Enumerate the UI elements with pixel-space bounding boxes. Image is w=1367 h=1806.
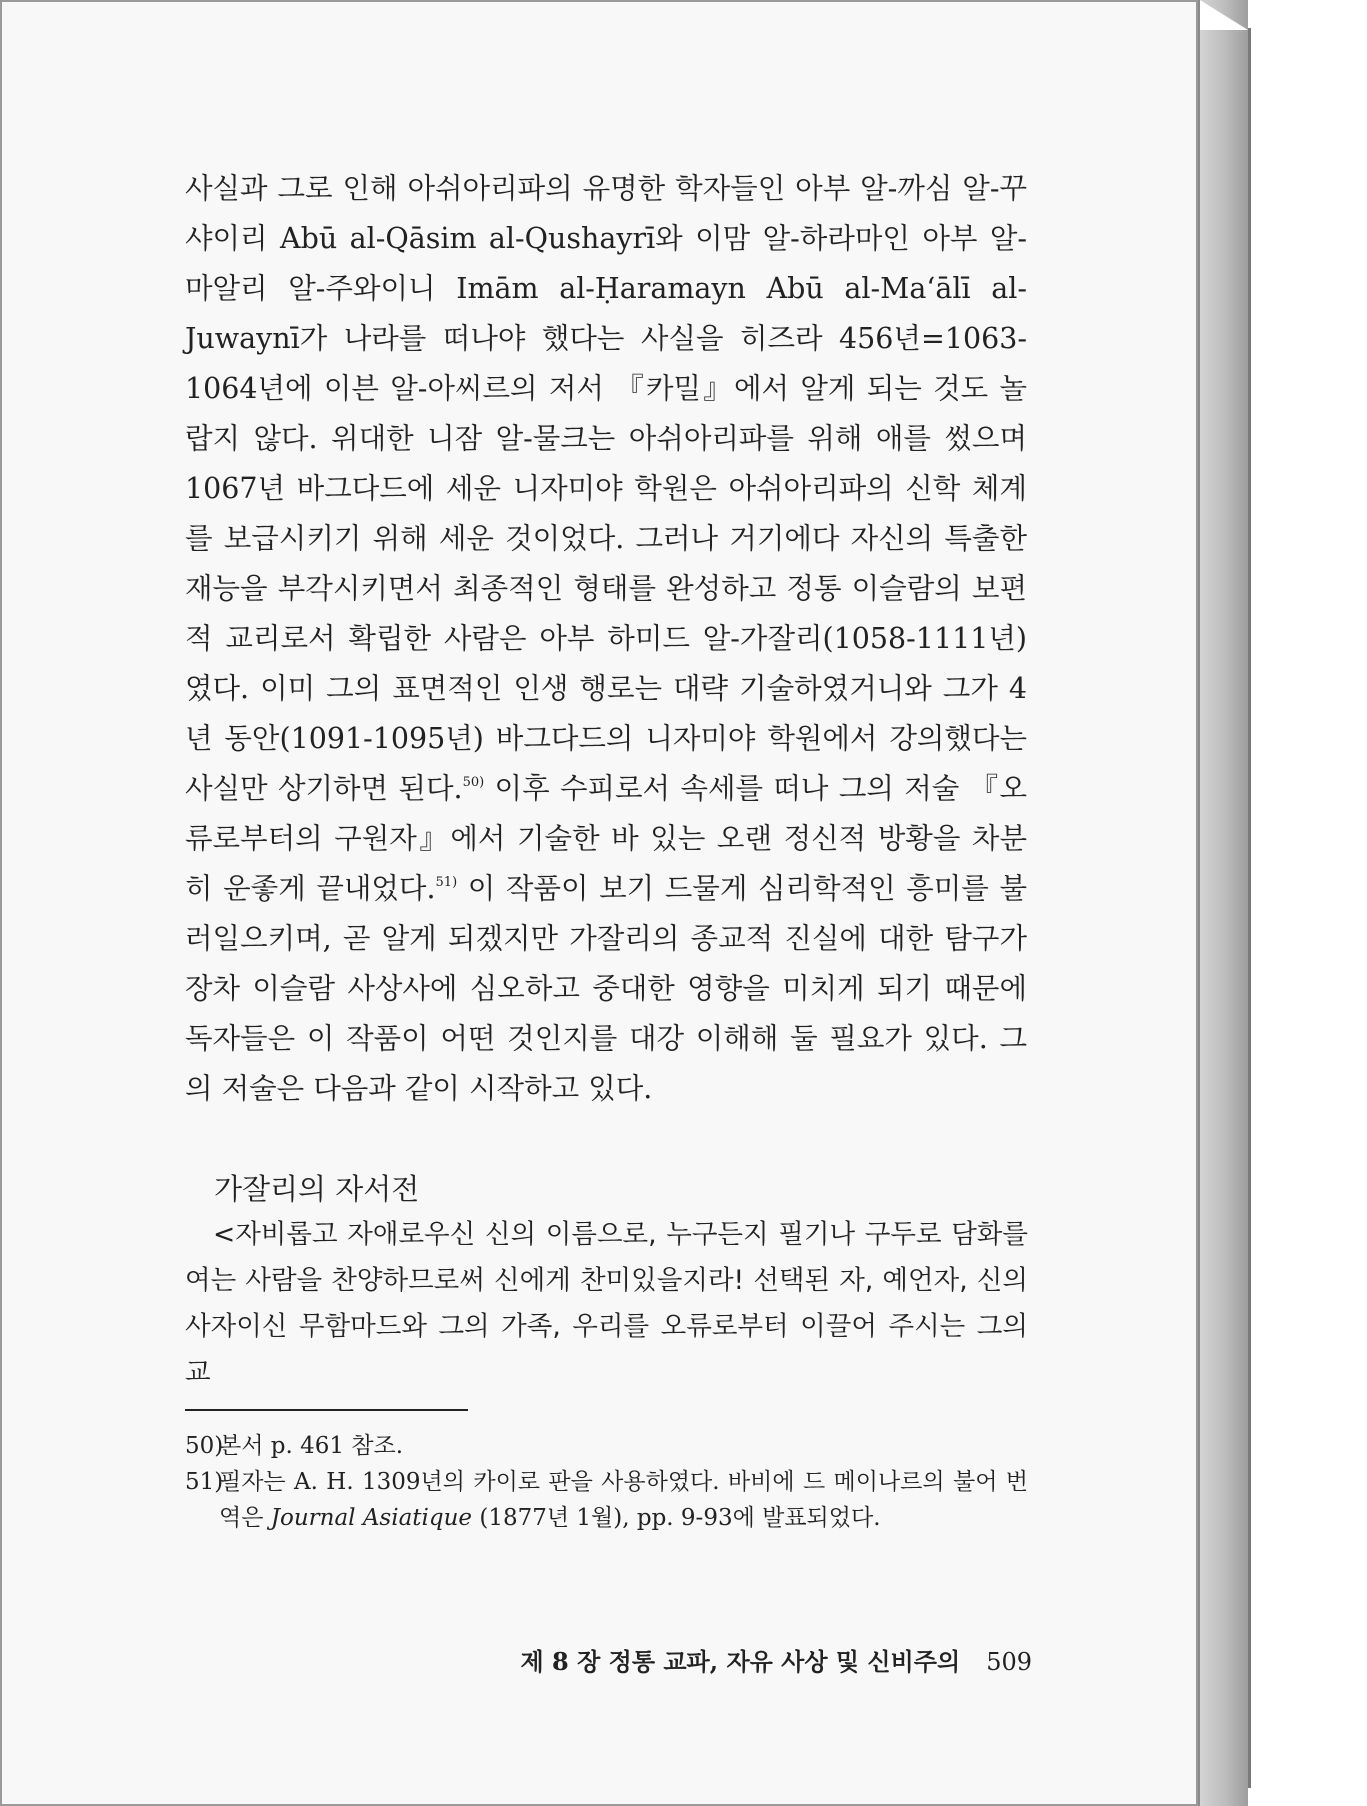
footnote-51 xyxy=(185,1464,1028,1536)
body-text-part-3: 이 작품이 보기 드물게 심리학적인 흥미를 불러일으키며, 곧 알게 되겠지만 가잘리의 종교적 진실에 대한 탐구가 장차 이슬람 사상사에 심오하고 중대한 영향을 미치게 되기 때문에 독자들은 이 작품이 어떤 것인지를 대강 이해해 둘 필요가 있다. 그의 저술은 다음과 같이 시작하고 있다. xyxy=(185,872,1027,1105)
footnote-text: 본서 p. 461 참조. xyxy=(219,1433,404,1459)
body-text-part-1: 사실과 그로 인해 아쉬아리파의 유명한 학자들인 아부 알-까심 알-꾸샤이리 Abū al-Qāsim al-Qushayrī와 이맘 알-하라마인 아부 알-마알리 알-주와이니 Imām al-Ḥaramayn Abū al-Maʻālī al-Juwaynī가 나라를 떠나야 했다는 사실을 히즈라 456년=1063-1064년에 이븐 알-아씨르의 저서 『카밀』에서 알게 되는 것도 놀랍지 않다. 위대한 니잠 알-물크는 아쉬아리파를 위해 애를 썼으며 1067년 바그다드에 세운 니자미야 학원은 아쉬아리파의 신학 체계를 보급시키기 위해 세운 것이었다. 그러나 거기에다 자신의 특출한 재능을 부각시키면서 최종적인 형태를 완성하고 정통 이슬람의 보편적 교리로서 확립한 사람은 아부 하미드 알-가잘리(1058-1111년)였다. 이미 그의 표면적인 인생 행로는 대략 기술하였거니와 그가 4년 동안(1091-1095년) 바그다드의 니자미야 학원에서 강의했다는 사실만 상기하면 된다. xyxy=(185,172,1027,805)
section-title: 가잘리의 자서전 xyxy=(214,1172,420,1206)
footnote-divider xyxy=(185,1409,468,1411)
book-edge-outline xyxy=(1248,28,1251,1788)
book-page-edges xyxy=(1200,0,1248,1806)
chapter-title: 제 8 장 정통 교파, 자유 사상 및 신비주의 xyxy=(520,1647,961,1676)
footnote-text-continued: (1877년 1월), pp. 9-93에 발표되었다. xyxy=(472,1505,881,1531)
footnote-text: 필자는 A. H. 1309년의 카이로 판을 사용하였다. 바비에 드 메이나르의 불어 번역은 xyxy=(219,1469,1028,1531)
running-footer xyxy=(490,1644,1032,1680)
footnote-ref-51: 51) xyxy=(435,875,458,890)
body-text-part-2: 이후 수피로서 속세를 떠나 그의 저술 『오류로부터의 구원자』에서 기술한 바 있는 오랜 정신적 방황을 차분히 운좋게 끝내었다. xyxy=(185,772,1027,905)
footnotes xyxy=(185,1428,1028,1536)
footnote-number: 50) xyxy=(185,1433,224,1459)
footnote-number: 51) xyxy=(185,1469,224,1495)
footnote-ref-50: 50) xyxy=(462,775,485,790)
footnote-50 xyxy=(185,1428,1028,1464)
body-paragraph xyxy=(185,164,1027,1114)
journal-title: Journal Asiatique xyxy=(270,1505,473,1531)
quoted-passage: <자비롭고 자애로우신 신의 이름으로, 누구든지 필기나 구두로 담화를 여는 사람을 찬양하므로써 신에게 찬미있을지라! 선택된 자, 예언자, 신의 사자이신 무함마드와 그의 가족, 우리를 오류로부터 이끌어 주시는 그의 교 xyxy=(185,1219,1028,1388)
page-number: 509 xyxy=(986,1648,1032,1676)
